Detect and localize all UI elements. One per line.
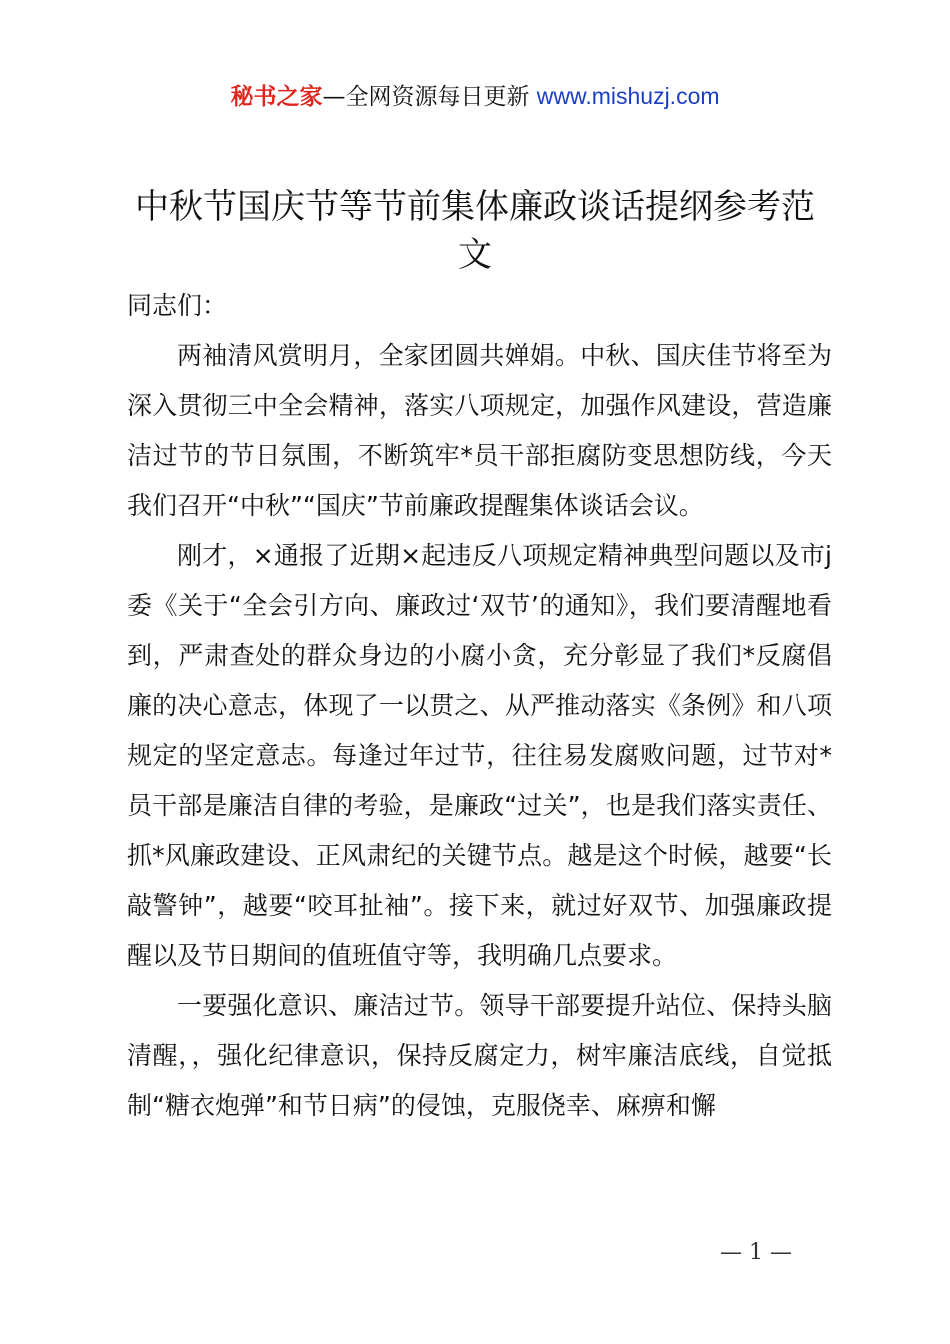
salutation: 同志们： [127, 291, 228, 320]
site-banner [0, 80, 950, 113]
paragraph-3: 一要强化意识、廉洁过节。领导干部要提升站位、保持头脑清醒，，强化纪律意识，保持反腐定力，树牢廉洁底线，自觉抵制“糖衣炮弹”和节日病”的侵蚀，克服侥幸、麻痹和懈 [127, 991, 832, 1120]
banner-site-link[interactable]: www.mishuzj.com [536, 83, 720, 109]
paragraph-2: 刚才，×通报了近期×起违反八项规定精神典型问题以及市j委《关于“全会引方向、廉政过‘双节’的通知》，我们要清醒地看到，严肃查处的群众身边的小腐小贪，充分彰显了我们*反腐倡廉的决心意志，体现了一以贯之、从严推动落实《条例》和八项规定的坚定意志。每逢过年过节，往往易发腐败问题，过节对*员干部是廉洁自律的考验，是廉政“过关”，也是我们落实责任、抓*风廉政建设、正风肃纪的关键节点。越是这个时候，越要“长敲警钟”，越要“咬耳扯袖”。接下来，就过好双节、加强廉政提醒以及节日期间的值班值守等，我明确几点要求。 [127, 541, 832, 970]
paragraph-1: 两袖清风赏明月，全家团圆共婵娟。中秋、国庆佳节将至为深入贯彻三中全会精神，落实八项规定，加强作风建设，营造廉洁过节的节日氛围，不断筑牢*员干部拒腐防变思想防线，今天我们召开“中秋”“国庆”节前廉政提醒集体谈话会议。 [127, 341, 832, 520]
page-number: — 1 — [720, 1240, 792, 1265]
banner-tagline: —全网资源每日更新 [322, 84, 530, 110]
document-title: 中秋节国庆节等节前集体廉政谈话提纲参考范文 [135, 187, 815, 275]
document-body [127, 281, 832, 1131]
banner-brand: 秘书之家 [230, 84, 323, 110]
